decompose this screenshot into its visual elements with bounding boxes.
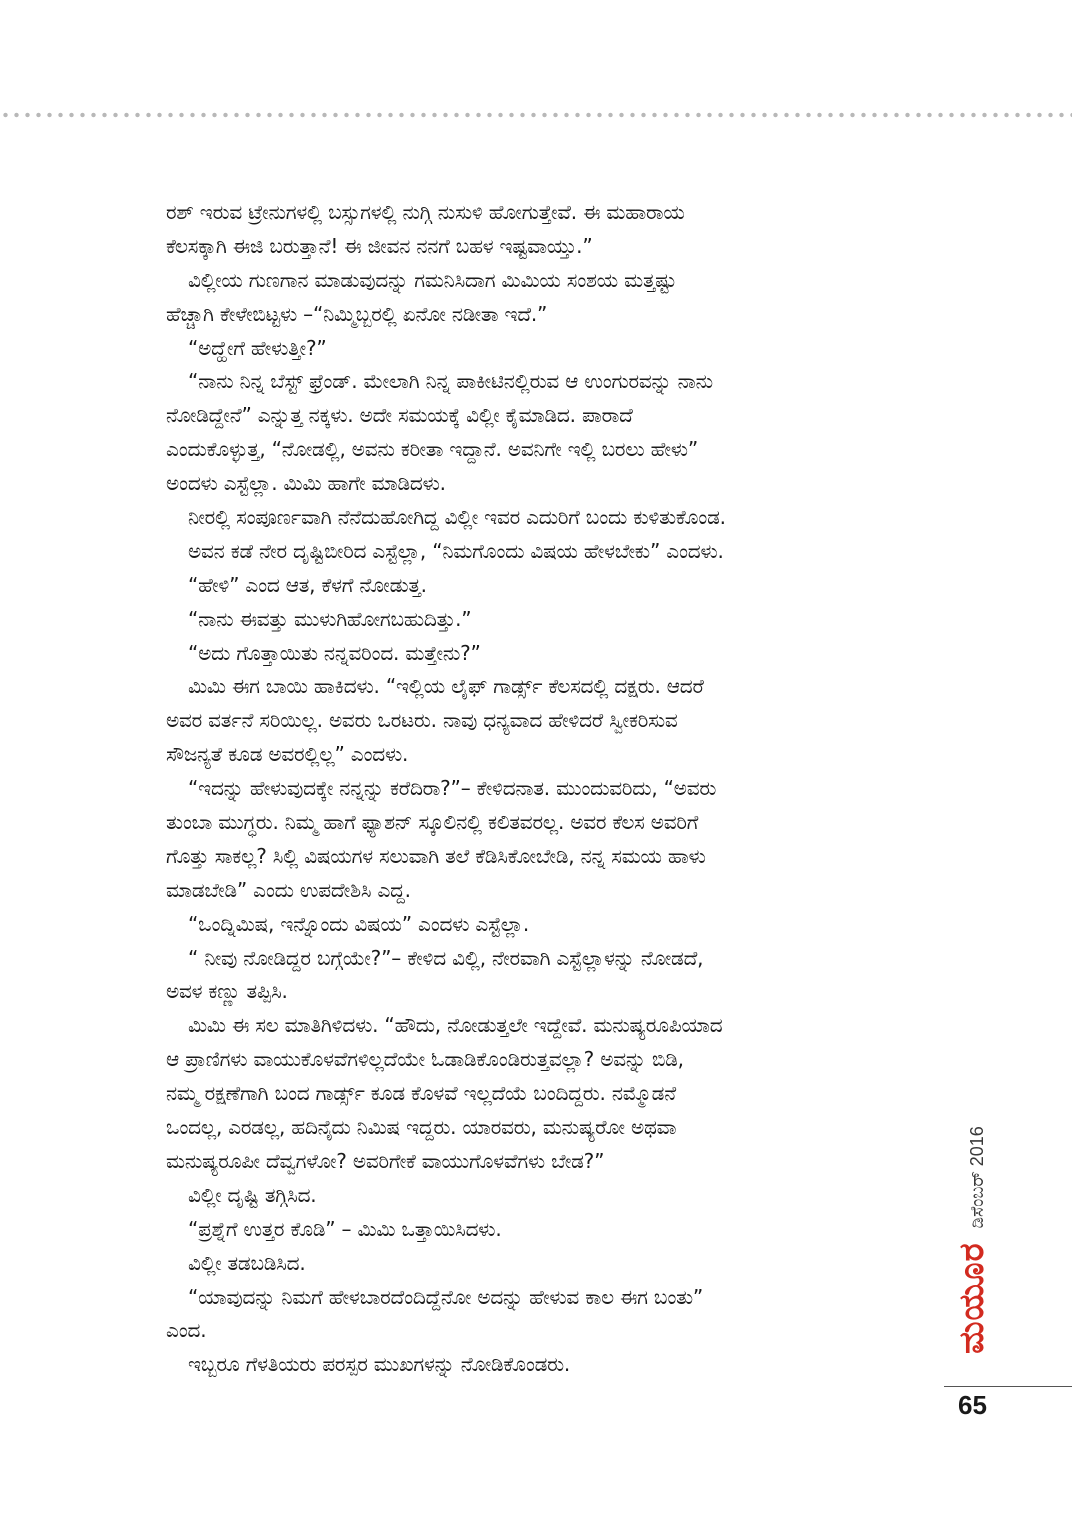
issue-date: ಡಿಸೆಂಬರ್ 2016 [967, 1126, 987, 1229]
text-line: ನೀರಲ್ಲಿ ಸಂಪೂರ್ಣವಾಗಿ ನೆನೆದುಹೋಗಿದ್ದ ವಿಲ್ಲೀ ಇವರ ಎದುರಿಗೆ ಬಂದು ಕುಳಿತುಕೊಂಡ. [188, 505, 726, 530]
text-line: ವಿಲ್ಲೀ ತಡಬಡಿಸಿದ. [188, 1250, 306, 1275]
text-line: ಅವಳ ಕಣ್ಣು ತಪ್ಪಿಸಿ. [166, 979, 288, 1004]
text-line: “ ನೀವು ನೋಡಿದ್ದರ ಬಗ್ಗೆಯೇ?”– ಕೇಳಿದ ವಿಲ್ಲಿ, ನೇರವಾಗಿ ಎಸ್ಟೆಲ್ಲಾಳನ್ನು ನೋಡದೆ, [188, 945, 704, 970]
text-line: ಕೆಲಸಕ್ಕಾಗಿ ಈಜಿ ಬರುತ್ತಾನೆ! ಈ ಜೀವನ ನನಗೆ ಬಹಳ ಇಷ್ಟವಾಯ್ತು.” [166, 233, 593, 258]
text-line: ಹೆಚ್ಚಾಗಿ ಕೇಳೇಬಿಟ್ಟಳು –“ನಿಮ್ಮಿಬ್ಬರಲ್ಲಿ ಏನೋ ನಡೀತಾ ಇದೆ.” [166, 301, 548, 326]
text-line: ವಿಲ್ಲೀ ದೃಷ್ಟಿ ತಗ್ಗಿಸಿದ. [188, 1182, 317, 1207]
text-line: ಇಬ್ಬರೂ ಗೆಳತಿಯರು ಪರಸ್ಪರ ಮುಖಗಳನ್ನು ನೋಡಿಕೊಂಡರು. [188, 1352, 571, 1377]
magazine-sidebar [952, 1100, 992, 1380]
text-line: “ಅದು ಗೊತ್ತಾಯಿತು ನನ್ನವರಿಂದ. ಮತ್ತೇನು?” [188, 640, 481, 665]
page-number-rule [944, 1386, 1072, 1387]
text-line: ಅವನ ಕಡೆ ನೇರ ದೃಷ್ಟಿಬೀರಿದ ಎಸ್ಟೆಲ್ಲಾ, “ನಿಮಗೊಂದು ವಿಷಯ ಹೇಳಬೇಕು” ಎಂದಳು. [188, 538, 724, 563]
article-body [166, 196, 926, 1382]
text-line: ರಶ್ ಇರುವ ಟ್ರೇನುಗಳಲ್ಲಿ ಬಸ್ಸುಗಳಲ್ಲಿ ನುಗ್ಗಿ ನುಸುಳಿ ಹೋಗುತ್ತೇವೆ. ಈ ಮಹಾರಾಯ [166, 200, 685, 224]
text-line: ಅಂದಳು ಎಸ್ಟೆಲ್ಲಾ. ಮಿಮಿ ಹಾಗೇ ಮಾಡಿದಳು. [166, 471, 446, 496]
magazine-name: ಮಯೂರ [952, 1242, 992, 1354]
page-number: 65 [958, 1390, 987, 1420]
text-line: ಮಿಮಿ ಈಗ ಬಾಯಿ ಹಾಕಿದಳು. “ಇಲ್ಲಿಯ ಲೈಫ್ ಗಾರ್ಡ್ಸ್ ಕೆಲಸದಲ್ಲಿ ದಕ್ಷರು. ಆದರೆ [188, 674, 704, 699]
text-line: ವಿಲ್ಲೀಯ ಗುಣಗಾನ ಮಾಡುವುದನ್ನು ಗಮನಿಸಿದಾಗ ಮಿಮಿಯ ಸಂಶಯ ಮತ್ತಷ್ಟು [188, 267, 677, 292]
text-line: “ಅದ್ಹೇಗೆ ಹೇಳುತ್ತೀ?” [188, 335, 327, 360]
text-line: ಮಿಮಿ ಈ ಸಲ ಮಾತಿಗಿಳಿದಳು. “ಹೌದು, ನೋಡುತ್ತಲೇ ಇದ್ದೇವೆ. ಮನುಷ್ಯರೂಪಿಯಾದ [188, 1013, 723, 1038]
text-line: “ಹೇಳಿ” ಎಂದ ಆತ, ಕೆಳಗೆ ನೋಡುತ್ತ. [188, 572, 427, 597]
text-line: “ಯಾವುದನ್ನು ನಿಮಗೆ ಹೇಳಬಾರದೆಂದಿದ್ದೆನೋ ಅದನ್ನು ಹೇಳುವ ಕಾಲ ಈಗ ಬಂತು” [188, 1284, 704, 1309]
text-line: ಎಂದ. [166, 1318, 207, 1343]
text-line: ಮನುಷ್ಯರೂಪೀ ದೆವ್ವಗಳೋ? ಅವರಿಗೇಕೆ ವಾಯುಗೊಳವೆಗಳು ಬೇಡ?” [166, 1148, 605, 1173]
text-line: ಗೊತ್ತು ಸಾಕಲ್ಲ? ಸಿಲ್ಲಿ ವಿಷಯಗಳ ಸಲುವಾಗಿ ತಲೆ ಕೆಡಿಸಿಕೋಬೇಡಿ, ನನ್ನ ಸಮಯ ಹಾಳು [166, 843, 706, 868]
text-line: “ನಾನು ಈವತ್ತು ಮುಳುಗಿಹೋಗಬಹುದಿತ್ತು.” [188, 606, 472, 631]
text-line: ಮಾಡಬೇಡಿ” ಎಂದು ಉಪದೇಶಿಸಿ ಎದ್ದ. [166, 877, 411, 902]
text-line: “ಒಂದ್ನಿಮಿಷ, ಇನ್ನೊಂದು ವಿಷಯ” ಎಂದಳು ಎಸ್ಟೆಲ್ಲಾ. [188, 911, 530, 936]
text-line: “ನಾನು ನಿನ್ನ ಬೆಸ್ಟ್ ಫ್ರೆಂಡ್. ಮೇಲಾಗಿ ನಿನ್ನ ಪಾಕೀಟಿನಲ್ಲಿರುವ ಆ ಉಂಗುರವನ್ನು ನಾನು [188, 369, 713, 394]
text-line: ನೋಡಿದ್ದೇನೆ” ಎನ್ನುತ್ತ ನಕ್ಕಳು. ಅದೇ ಸಮಯಕ್ಕೆ ವಿಲ್ಲೀ ಕೈಮಾಡಿದ. ಪಾರಾದೆ [166, 403, 633, 428]
text-line: ತುಂಬಾ ಮುಗ್ಧರು. ನಿಮ್ಮ ಹಾಗೆ ಫ್ಯಾಶನ್ ಸ್ಕೂಲಿನಲ್ಲಿ ಕಲಿತವರಲ್ಲ. ಅವರ ಕೆಲಸ ಅವರಿಗೆ [166, 810, 699, 835]
text-line: “ಇದನ್ನು ಹೇಳುವುದಕ್ಕೇ ನನ್ನನ್ನು ಕರೆದಿರಾ?”– ಕೇಳಿದನಾತ. ಮುಂದುವರಿದು, “ಅವರು [188, 776, 717, 801]
text-line: ನಮ್ಮ ರಕ್ಷಣೆಗಾಗಿ ಬಂದ ಗಾರ್ಡ್ಸ್ ಕೂಡ ಕೊಳವೆ ಇಲ್ಲದೆಯೆ ಬಂದಿದ್ದರು. ನಮ್ಮೊಡನೆ [166, 1081, 676, 1106]
dotted-header-rule [0, 112, 1072, 118]
text-line: ಸೌಜನ್ಯತೆ ಕೂಡ ಅವರಲ್ಲಿಲ್ಲ” ಎಂದಳು. [166, 742, 409, 767]
text-line: “ಪ್ರಶ್ನೆಗೆ ಉತ್ತರ ಕೊಡಿ” – ಮಿಮಿ ಒತ್ತಾಯಿಸಿದಳು. [188, 1216, 502, 1241]
text-line: ಆ ಪ್ರಾಣಿಗಳು ವಾಯುಕೊಳವೆಗಳಿಲ್ಲದೆಯೇ ಓಡಾಡಿಕೊಂಡಿರುತ್ತವಲ್ಲಾ? ಅವನ್ನು ಬಿಡಿ, [166, 1047, 684, 1072]
text-line: ಎಂದುಕೊಳ್ಳುತ್ತ, “ನೋಡಲ್ಲಿ, ಅವನು ಕರೀತಾ ಇದ್ದಾನೆ. ಅವನಿಗೇ ಇಲ್ಲಿ ಬರಲು ಹೇಳು” [166, 437, 698, 462]
text-line: ಒಂದಲ್ಲ, ಎರಡಲ್ಲ, ಹದಿನೈದು ನಿಮಿಷ ಇದ್ದರು. ಯಾರವರು, ಮನುಷ್ಯರೋ ಅಥವಾ [166, 1115, 677, 1140]
text-line: ಅವರ ವರ್ತನೆ ಸರಿಯಿಲ್ಲ. ಅವರು ಒರಟರು. ನಾವು ಧನ್ಯವಾದ ಹೇಳಿದರೆ ಸ್ವೀಕರಿಸುವ [166, 708, 678, 733]
